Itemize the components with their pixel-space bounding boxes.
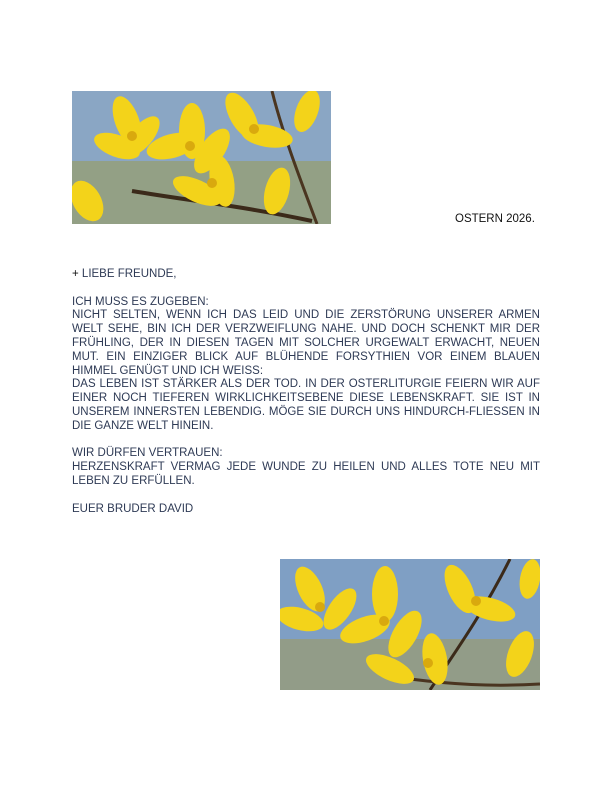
salutation-line xyxy=(72,268,540,282)
paragraph-2-body: HERZENSKRAFT VERMAG JEDE WUNDE ZU HEILEN UND ALLES TOTE NEU MIT LEBEN ZU ERFÜLLEN. xyxy=(72,461,540,487)
date-line: OSTERN 2026. xyxy=(455,213,535,225)
forsythia-photo-bottom xyxy=(280,559,540,690)
signature: EUER BRUDER DAVID xyxy=(72,502,194,515)
forsythia-photo-top xyxy=(72,91,331,224)
salutation: LIEBE FREUNDE, xyxy=(81,268,177,280)
forsythia-blossoms-icon xyxy=(72,91,331,224)
cross-symbol: + xyxy=(72,268,79,280)
paragraph-1-heading: ICH MUSS ES ZUGEBEN: xyxy=(72,295,209,308)
forsythia-blossoms-icon xyxy=(280,559,540,690)
paragraph-1-continuation: DAS LEBEN IST STÄRKER ALS DER TOD. IN DER OSTERLITURGIE FEIERN WIR AUF EINER NOCH TIEFEREN WIRKLICHKEITSEBENE DIESE LEBENSKRAFT. SIE IST IN UNSEREM INNERSTEN LEBENDIG. MÖGE SIE DURCH UNS HINDURCH-FLIESSEN IN DIE GANZE WELT HINEIN. xyxy=(72,378,540,432)
letter-body xyxy=(72,268,540,516)
paragraph-1-body: NICHT SELTEN, WENN ICH DAS LEID UND DIE ZERSTÖRUNG UNSERER ARMEN WELT SEHE, BIN ICH DER VERZWEIFLUNG NAHE. UND DOCH SCHENKT MIR DER FRÜHLING, DER IN DIESEN TAGEN MIT SOLCHER URGEWALT ERWACHT, NEUEN MUT. EIN EINZIGER BLICK AUF BLÜHENDE FORSYTHIEN VOR EINEM BLAUEN HIMMEL GENÜGT UND ICH WEISS: xyxy=(72,309,540,377)
paragraph-2-heading: WIR DÜRFEN VERTRAUEN: xyxy=(72,447,223,460)
